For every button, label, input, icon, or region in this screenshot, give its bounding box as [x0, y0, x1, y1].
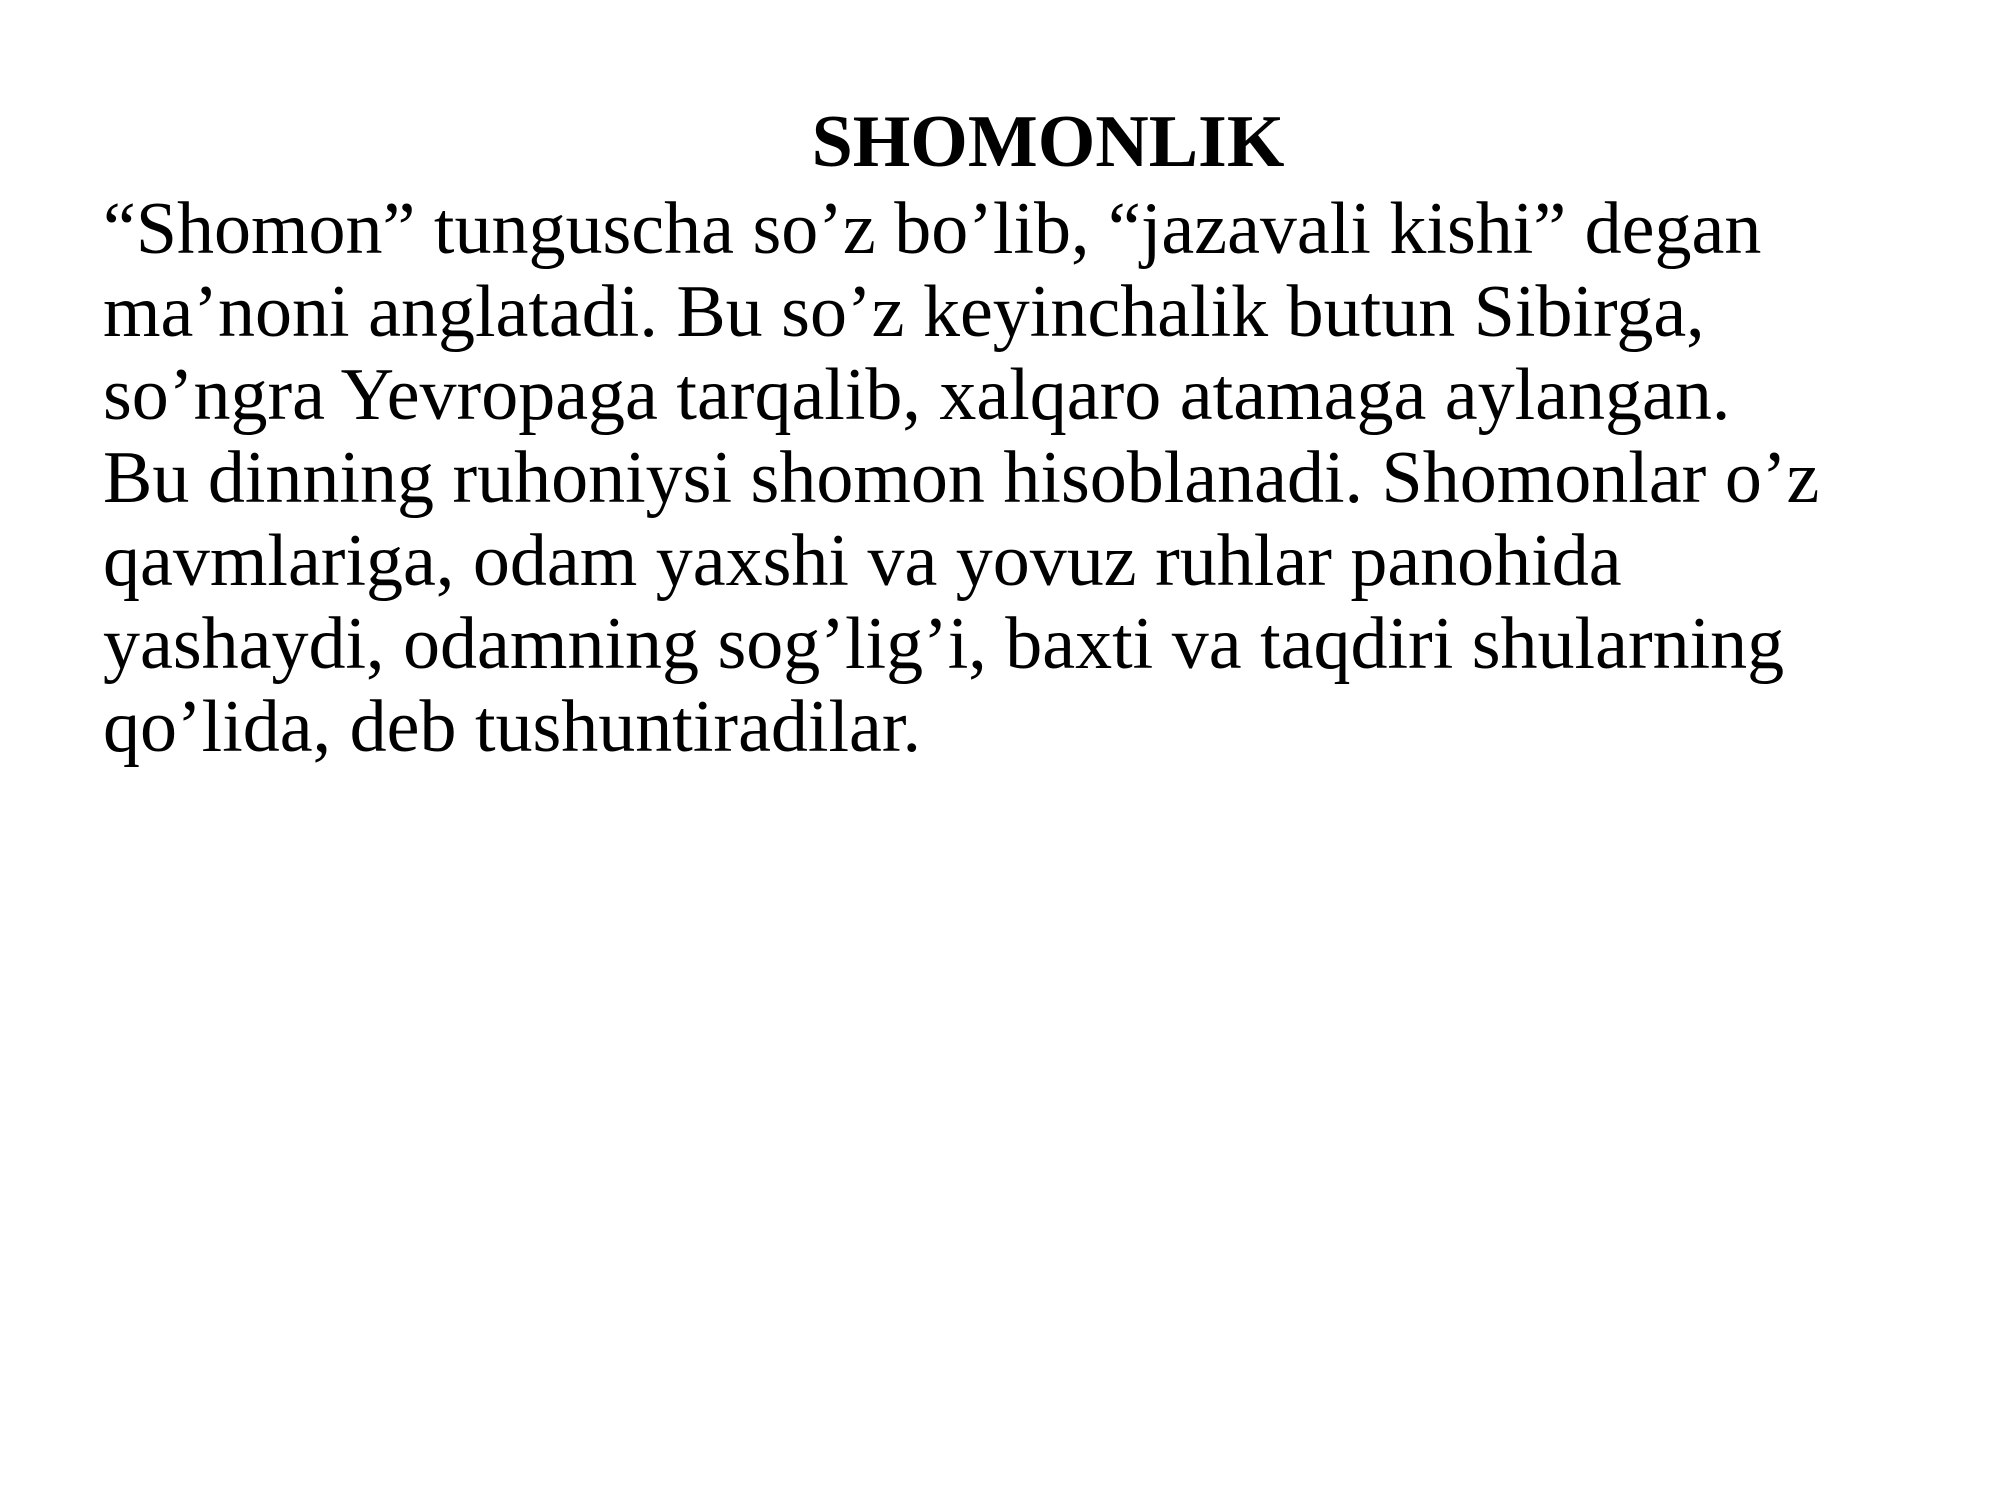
body-line: qavmlariga, odam yaxshi va yovuz ruhlar panohida: [103, 520, 1622, 602]
body-line: ma’noni anglatadi. Bu so’z keyinchalik butun Sibirga,: [103, 271, 1705, 353]
body-paragraph: [103, 188, 1993, 769]
body-line: qo’lida, deb tushuntiradilar.: [103, 686, 921, 768]
body-line: Bu dinning ruhoniysi shomon hisoblanadi. Shomonlar o’z: [103, 437, 1820, 519]
slide-title: SHOMONLIK: [811, 101, 1285, 183]
body-line: so’ngra Yevropaga tarqalib, xalqaro atamaga aylangan.: [103, 354, 1731, 436]
body-line: yashaydi, odamning sog’lig’i, baxti va taqdiri shularning: [103, 603, 1785, 685]
body-line: “Shomon” tunguscha so’z bo’lib, “jazavali kishi” degan: [103, 188, 1762, 270]
